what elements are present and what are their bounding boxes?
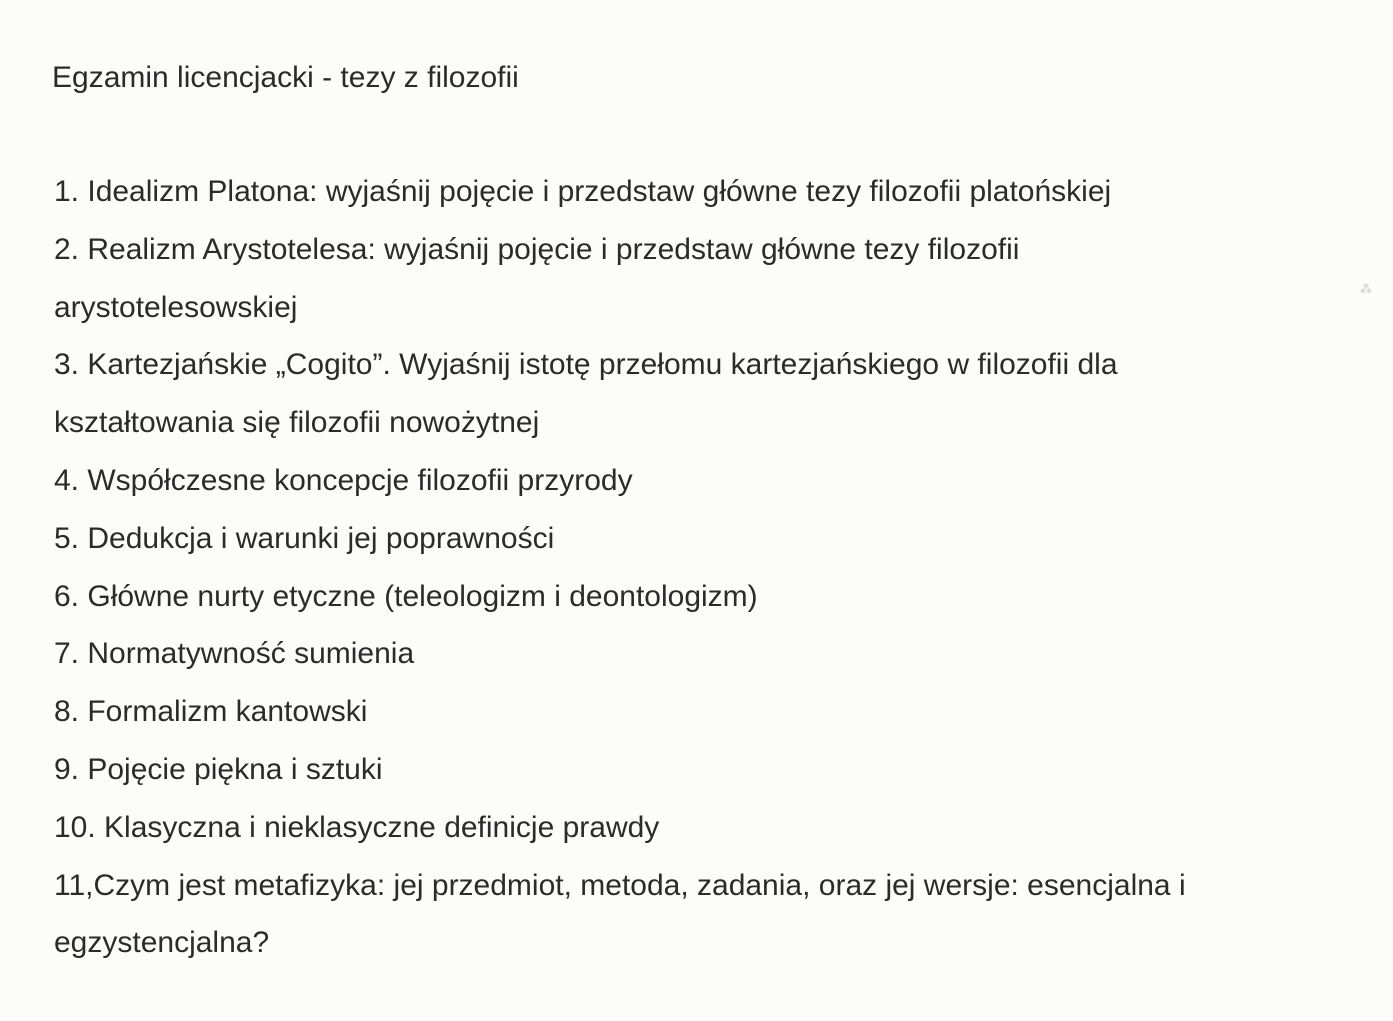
thesis-list (54, 172, 1354, 981)
thesis-line-11-continued: egzystencjalna? (54, 926, 270, 960)
thesis-line-4: 4. Współczesne koncepcje filozofii przyrody (54, 463, 633, 497)
thesis-line-8: 8. Formalizm kantowski (54, 695, 368, 729)
thesis-line-1: 1. Idealizm Platona: wyjaśnij pojęcie i przedstaw główne tezy filozofii platońskiej (54, 175, 1112, 208)
thesis-line-11: 11,Czym jest metafizyka: jej przedmiot, metoda, zadania, oraz jej wersje: esencjalna i (54, 868, 1186, 902)
thesis-line-10: 10. Klasyczna i nieklasyczne definicje prawdy (54, 810, 660, 844)
thesis-line-7: 7. Normatywność sumienia (54, 637, 415, 671)
thesis-line-9: 9. Pojęcie piękna i sztuki (54, 752, 383, 786)
scan-speck-mark: ⁂ (1360, 282, 1372, 296)
thesis-line-3: 3. Kartezjańskie „Cogito”. Wyjaśnij istotę przełomu kartezjańskiego w filozofii dla (54, 348, 1118, 382)
thesis-line-2-continued: arystotelesowskiej (54, 290, 298, 324)
thesis-line-3-continued: kształtowania się filozofii nowożytnej (54, 406, 540, 440)
thesis-line-5: 5. Dedukcja i warunki jej poprawności (54, 521, 555, 555)
thesis-line-6: 6. Główne nurty etyczne (teleologizm i deontologizm) (54, 579, 758, 613)
thesis-line-2: 2. Realizm Arystotelesa: wyjaśnij pojęcie i przedstaw główne tezy filozofii (54, 232, 1020, 266)
document-title: Egzamin licencjacki - tezy z filozofii (52, 61, 519, 94)
